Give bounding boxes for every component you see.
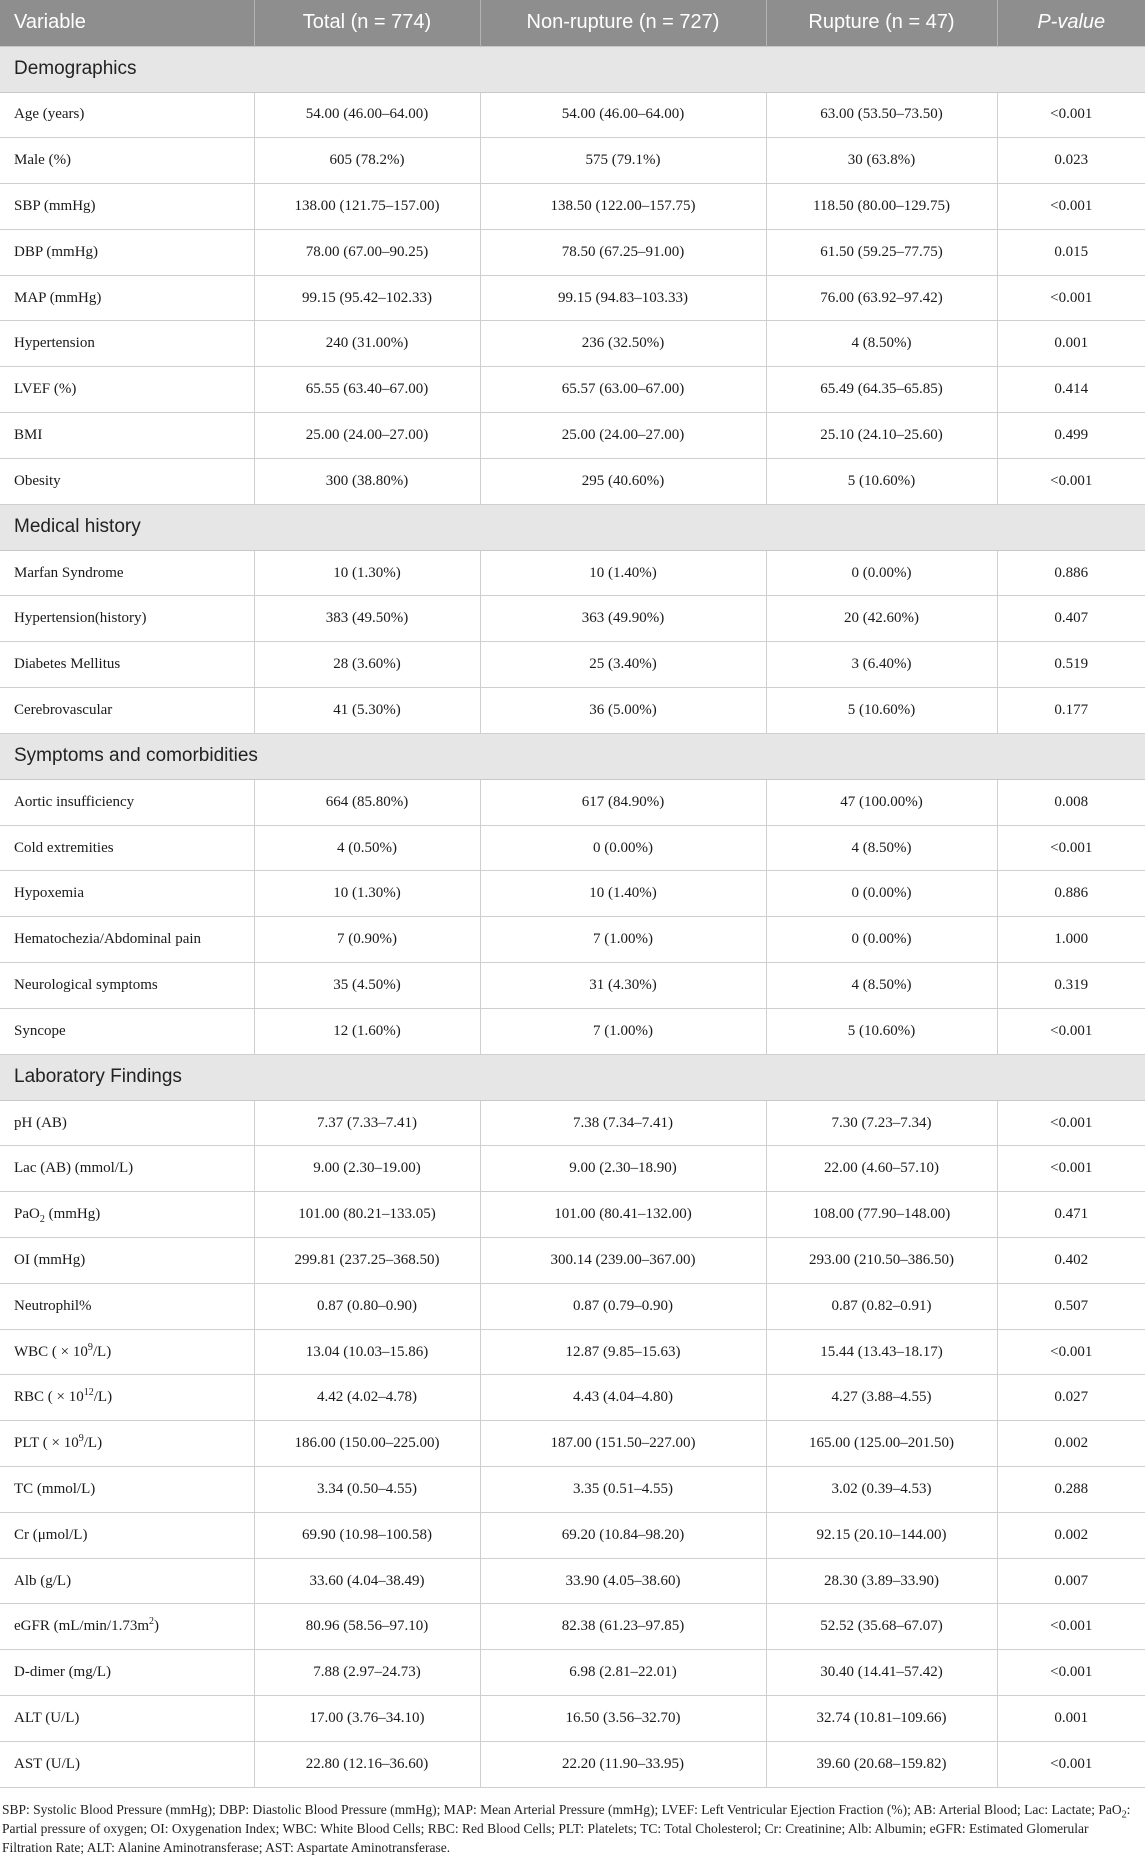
cell-non-rupture: 3.35 (0.51–4.55) bbox=[480, 1467, 766, 1513]
cell-p-value: 0.886 bbox=[997, 550, 1145, 596]
row-label: Obesity bbox=[0, 458, 254, 504]
table-row bbox=[0, 550, 1145, 596]
cell-rupture: 3 (6.40%) bbox=[766, 642, 997, 688]
cell-rupture: 22.00 (4.60–57.10) bbox=[766, 1146, 997, 1192]
cell-total: 3.34 (0.50–4.55) bbox=[254, 1467, 480, 1513]
footnote-part1: SBP: Systolic Blood Pressure (mmHg); DBP: Diastolic Blood Pressure (mmHg); MAP: Mean Arterial Pressure (mmHg); LVEF: Left Ventricular Ejection Fraction (%); AB: Arterial Blood; Lac: Lactate; PaO bbox=[2, 1801, 1122, 1817]
cell-non-rupture: 300.14 (239.00–367.00) bbox=[480, 1238, 766, 1284]
cell-p-value: <0.001 bbox=[997, 92, 1145, 138]
section-title: Laboratory Findings bbox=[0, 1054, 1145, 1100]
row-label bbox=[0, 1375, 254, 1421]
row-label: MAP (mmHg) bbox=[0, 275, 254, 321]
row-label-superscript: 2 bbox=[149, 1616, 154, 1628]
section-row bbox=[0, 733, 1145, 779]
cell-rupture: 63.00 (53.50–73.50) bbox=[766, 92, 997, 138]
cell-p-value: <0.001 bbox=[997, 1146, 1145, 1192]
cell-total: 33.60 (4.04–38.49) bbox=[254, 1558, 480, 1604]
cell-non-rupture: 22.20 (11.90–33.95) bbox=[480, 1741, 766, 1787]
cell-p-value: 0.407 bbox=[997, 596, 1145, 642]
cell-non-rupture: 36 (5.00%) bbox=[480, 688, 766, 734]
header-row bbox=[0, 0, 1145, 46]
section-title: Medical history bbox=[0, 504, 1145, 550]
cell-non-rupture: 10 (1.40%) bbox=[480, 871, 766, 917]
footnote-part2: : Partial pressure of oxygen; OI: Oxygenation Index; WBC: White Blood Cells; RBC: Red Blood Cells; PLT: Platelets; TC: Total Cholesterol; Cr: Creatinine; Alb: Albumin; eGFR: Estimated Glomerular Filtration Rate; ALT: Alanine Aminotransferase; AST: Aspartate Aminotransferase. bbox=[2, 1801, 1131, 1855]
table-row bbox=[0, 1100, 1145, 1146]
cell-p-value: 0.008 bbox=[997, 779, 1145, 825]
cell-p-value: 0.499 bbox=[997, 413, 1145, 459]
row-label: LVEF (%) bbox=[0, 367, 254, 413]
cell-total: 69.90 (10.98–100.58) bbox=[254, 1512, 480, 1558]
table-body bbox=[0, 46, 1145, 1787]
row-label-unit: (mmHg) bbox=[44, 1206, 101, 1223]
cell-non-rupture: 82.38 (61.23–97.85) bbox=[480, 1604, 766, 1650]
table-row bbox=[0, 229, 1145, 275]
cell-rupture: 52.52 (35.68–67.07) bbox=[766, 1604, 997, 1650]
row-label: Syncope bbox=[0, 1008, 254, 1054]
table-row bbox=[0, 917, 1145, 963]
row-label: Diabetes Mellitus bbox=[0, 642, 254, 688]
table-row bbox=[0, 184, 1145, 230]
section-title: Demographics bbox=[0, 46, 1145, 92]
cell-p-value: <0.001 bbox=[997, 184, 1145, 230]
cell-p-value: <0.001 bbox=[997, 275, 1145, 321]
cell-rupture: 25.10 (24.10–25.60) bbox=[766, 413, 997, 459]
footnote-sub: 2 bbox=[1121, 1809, 1127, 1821]
cell-rupture: 7.30 (7.23–7.34) bbox=[766, 1100, 997, 1146]
cell-non-rupture: 187.00 (151.50–227.00) bbox=[480, 1421, 766, 1467]
row-label: Cerebrovascular bbox=[0, 688, 254, 734]
cell-rupture: 0 (0.00%) bbox=[766, 550, 997, 596]
cell-total: 78.00 (67.00–90.25) bbox=[254, 229, 480, 275]
row-label: Marfan Syndrome bbox=[0, 550, 254, 596]
cell-rupture: 3.02 (0.39–4.53) bbox=[766, 1467, 997, 1513]
row-label bbox=[0, 1329, 254, 1375]
cell-non-rupture: 78.50 (67.25–91.00) bbox=[480, 229, 766, 275]
cell-rupture: 28.30 (3.89–33.90) bbox=[766, 1558, 997, 1604]
cell-rupture: 92.15 (20.10–144.00) bbox=[766, 1512, 997, 1558]
cell-rupture: 15.44 (13.43–18.17) bbox=[766, 1329, 997, 1375]
cell-rupture: 76.00 (63.92–97.42) bbox=[766, 275, 997, 321]
cell-rupture: 20 (42.60%) bbox=[766, 596, 997, 642]
row-label-unit: ) bbox=[154, 1618, 159, 1635]
row-label: Lac (AB) (mmol/L) bbox=[0, 1146, 254, 1192]
table-row bbox=[0, 1008, 1145, 1054]
table-row bbox=[0, 1375, 1145, 1421]
table-row bbox=[0, 596, 1145, 642]
cell-rupture: 293.00 (210.50–386.50) bbox=[766, 1238, 997, 1284]
cell-total: 138.00 (121.75–157.00) bbox=[254, 184, 480, 230]
cell-non-rupture: 54.00 (46.00–64.00) bbox=[480, 92, 766, 138]
cell-p-value: <0.001 bbox=[997, 1604, 1145, 1650]
cell-non-rupture: 0 (0.00%) bbox=[480, 825, 766, 871]
cell-p-value: <0.001 bbox=[997, 458, 1145, 504]
cell-non-rupture: 12.87 (9.85–15.63) bbox=[480, 1329, 766, 1375]
row-label: Cr (μmol/L) bbox=[0, 1512, 254, 1558]
cell-p-value: 0.001 bbox=[997, 1696, 1145, 1742]
row-label: D-dimer (mg/L) bbox=[0, 1650, 254, 1696]
cell-p-value: 0.288 bbox=[997, 1467, 1145, 1513]
row-label: Neurological symptoms bbox=[0, 963, 254, 1009]
section-row bbox=[0, 504, 1145, 550]
cell-non-rupture: 99.15 (94.83–103.33) bbox=[480, 275, 766, 321]
cell-total: 13.04 (10.03–15.86) bbox=[254, 1329, 480, 1375]
header-variable: Variable bbox=[0, 0, 254, 46]
cell-p-value: 0.886 bbox=[997, 871, 1145, 917]
cell-non-rupture: 101.00 (80.41–132.00) bbox=[480, 1192, 766, 1238]
cell-non-rupture: 7.38 (7.34–7.41) bbox=[480, 1100, 766, 1146]
cell-p-value: <0.001 bbox=[997, 1100, 1145, 1146]
row-label-text: PLT ( × 10 bbox=[14, 1435, 79, 1452]
cell-non-rupture: 363 (49.90%) bbox=[480, 596, 766, 642]
cell-p-value: <0.001 bbox=[997, 1741, 1145, 1787]
row-label-subscript: 2 bbox=[39, 1214, 45, 1226]
table-row bbox=[0, 825, 1145, 871]
cell-total: 28 (3.60%) bbox=[254, 642, 480, 688]
cell-non-rupture: 25 (3.40%) bbox=[480, 642, 766, 688]
row-label bbox=[0, 1192, 254, 1238]
cell-non-rupture: 33.90 (4.05–38.60) bbox=[480, 1558, 766, 1604]
cell-total: 101.00 (80.21–133.05) bbox=[254, 1192, 480, 1238]
table-row bbox=[0, 1146, 1145, 1192]
row-label-superscript: 9 bbox=[87, 1341, 93, 1353]
cell-rupture: 4 (8.50%) bbox=[766, 321, 997, 367]
row-label bbox=[0, 1604, 254, 1650]
cell-p-value: <0.001 bbox=[997, 1650, 1145, 1696]
row-label-text: eGFR (mL/min/1.73m bbox=[14, 1618, 149, 1635]
row-label: DBP (mmHg) bbox=[0, 229, 254, 275]
row-label: Alb (g/L) bbox=[0, 1558, 254, 1604]
cell-total: 65.55 (63.40–67.00) bbox=[254, 367, 480, 413]
cell-total: 186.00 (150.00–225.00) bbox=[254, 1421, 480, 1467]
cell-non-rupture: 295 (40.60%) bbox=[480, 458, 766, 504]
cell-non-rupture: 236 (32.50%) bbox=[480, 321, 766, 367]
row-label: Hypoxemia bbox=[0, 871, 254, 917]
table-row bbox=[0, 367, 1145, 413]
cell-total: 25.00 (24.00–27.00) bbox=[254, 413, 480, 459]
cell-total: 7.37 (7.33–7.41) bbox=[254, 1100, 480, 1146]
table-row bbox=[0, 1283, 1145, 1329]
cell-p-value: 0.015 bbox=[997, 229, 1145, 275]
row-label: Hematochezia/Abdominal pain bbox=[0, 917, 254, 963]
cell-total: 7.88 (2.97–24.73) bbox=[254, 1650, 480, 1696]
row-label: AST (U/L) bbox=[0, 1741, 254, 1787]
cell-non-rupture: 0.87 (0.79–0.90) bbox=[480, 1283, 766, 1329]
cell-total: 300 (38.80%) bbox=[254, 458, 480, 504]
header-non-rupture: Non-rupture (n = 727) bbox=[480, 0, 766, 46]
cell-total: 10 (1.30%) bbox=[254, 871, 480, 917]
cell-rupture: 61.50 (59.25–77.75) bbox=[766, 229, 997, 275]
cell-non-rupture: 4.43 (4.04–4.80) bbox=[480, 1375, 766, 1421]
cell-rupture: 30 (63.8%) bbox=[766, 138, 997, 184]
cell-rupture: 47 (100.00%) bbox=[766, 779, 997, 825]
row-label: pH (AB) bbox=[0, 1100, 254, 1146]
row-label bbox=[0, 1421, 254, 1467]
cell-rupture: 5 (10.60%) bbox=[766, 688, 997, 734]
table-row bbox=[0, 1650, 1145, 1696]
cell-non-rupture: 6.98 (2.81–22.01) bbox=[480, 1650, 766, 1696]
table-row bbox=[0, 1329, 1145, 1375]
cell-total: 17.00 (3.76–34.10) bbox=[254, 1696, 480, 1742]
cell-total: 605 (78.2%) bbox=[254, 138, 480, 184]
row-label-superscript: 12 bbox=[83, 1387, 94, 1399]
cell-total: 80.96 (58.56–97.10) bbox=[254, 1604, 480, 1650]
cell-total: 22.80 (12.16–36.60) bbox=[254, 1741, 480, 1787]
table-row bbox=[0, 138, 1145, 184]
cell-non-rupture: 10 (1.40%) bbox=[480, 550, 766, 596]
row-label-text: WBC ( × 10 bbox=[14, 1343, 88, 1360]
table-row bbox=[0, 1467, 1145, 1513]
table-row bbox=[0, 1604, 1145, 1650]
row-label: OI (mmHg) bbox=[0, 1238, 254, 1284]
row-label: SBP (mmHg) bbox=[0, 184, 254, 230]
row-label: Hypertension(history) bbox=[0, 596, 254, 642]
table-row bbox=[0, 1741, 1145, 1787]
row-label-text: PaO bbox=[14, 1206, 40, 1223]
cell-non-rupture: 7 (1.00%) bbox=[480, 1008, 766, 1054]
row-label-superscript: 9 bbox=[78, 1433, 84, 1445]
cell-non-rupture: 16.50 (3.56–32.70) bbox=[480, 1696, 766, 1742]
table-row bbox=[0, 92, 1145, 138]
table-row bbox=[0, 871, 1145, 917]
cell-p-value: 0.319 bbox=[997, 963, 1145, 1009]
header-rupture: Rupture (n = 47) bbox=[766, 0, 997, 46]
cell-rupture: 118.50 (80.00–129.75) bbox=[766, 184, 997, 230]
cell-total: 664 (85.80%) bbox=[254, 779, 480, 825]
row-label-unit: /L) bbox=[83, 1435, 103, 1452]
section-row bbox=[0, 46, 1145, 92]
cell-rupture: 4 (8.50%) bbox=[766, 963, 997, 1009]
cell-total: 4 (0.50%) bbox=[254, 825, 480, 871]
header-total: Total (n = 774) bbox=[254, 0, 480, 46]
cell-rupture: 4.27 (3.88–4.55) bbox=[766, 1375, 997, 1421]
cell-p-value: 0.507 bbox=[997, 1283, 1145, 1329]
cell-rupture: 108.00 (77.90–148.00) bbox=[766, 1192, 997, 1238]
row-label: Male (%) bbox=[0, 138, 254, 184]
table-row bbox=[0, 321, 1145, 367]
row-label: TC (mmol/L) bbox=[0, 1467, 254, 1513]
row-label: ALT (U/L) bbox=[0, 1696, 254, 1742]
table-row bbox=[0, 963, 1145, 1009]
row-label: Neutrophil% bbox=[0, 1283, 254, 1329]
cell-total: 299.81 (237.25–368.50) bbox=[254, 1238, 480, 1284]
table-row bbox=[0, 458, 1145, 504]
section-title: Symptoms and comorbidities bbox=[0, 733, 1145, 779]
table-row bbox=[0, 1421, 1145, 1467]
cell-rupture: 5 (10.60%) bbox=[766, 1008, 997, 1054]
cell-non-rupture: 65.57 (63.00–67.00) bbox=[480, 367, 766, 413]
cell-total: 240 (31.00%) bbox=[254, 321, 480, 367]
table-row bbox=[0, 413, 1145, 459]
cell-p-value: 0.471 bbox=[997, 1192, 1145, 1238]
row-label: Aortic insufficiency bbox=[0, 779, 254, 825]
cell-non-rupture: 138.50 (122.00–157.75) bbox=[480, 184, 766, 230]
cell-p-value: 0.007 bbox=[997, 1558, 1145, 1604]
cell-total: 9.00 (2.30–19.00) bbox=[254, 1146, 480, 1192]
cell-p-value: 0.414 bbox=[997, 367, 1145, 413]
row-label: Hypertension bbox=[0, 321, 254, 367]
cell-non-rupture: 31 (4.30%) bbox=[480, 963, 766, 1009]
cell-rupture: 65.49 (64.35–65.85) bbox=[766, 367, 997, 413]
cell-non-rupture: 25.00 (24.00–27.00) bbox=[480, 413, 766, 459]
cell-rupture: 165.00 (125.00–201.50) bbox=[766, 1421, 997, 1467]
cell-p-value: 0.002 bbox=[997, 1512, 1145, 1558]
table-row bbox=[0, 642, 1145, 688]
table-row bbox=[0, 1238, 1145, 1284]
table-row bbox=[0, 688, 1145, 734]
cell-non-rupture: 575 (79.1%) bbox=[480, 138, 766, 184]
table-row bbox=[0, 1192, 1145, 1238]
cell-non-rupture: 7 (1.00%) bbox=[480, 917, 766, 963]
row-label-text: RBC ( × 10 bbox=[14, 1389, 84, 1406]
cell-p-value: 0.177 bbox=[997, 688, 1145, 734]
cell-total: 35 (4.50%) bbox=[254, 963, 480, 1009]
cell-total: 0.87 (0.80–0.90) bbox=[254, 1283, 480, 1329]
cell-total: 41 (5.30%) bbox=[254, 688, 480, 734]
cell-total: 54.00 (46.00–64.00) bbox=[254, 92, 480, 138]
cell-rupture: 0 (0.00%) bbox=[766, 871, 997, 917]
header-p-value bbox=[997, 0, 1145, 46]
cell-p-value: 0.027 bbox=[997, 1375, 1145, 1421]
cell-p-value: 0.023 bbox=[997, 138, 1145, 184]
cell-p-value: <0.001 bbox=[997, 1329, 1145, 1375]
row-label: Age (years) bbox=[0, 92, 254, 138]
cell-rupture: 39.60 (20.68–159.82) bbox=[766, 1741, 997, 1787]
cell-total: 7 (0.90%) bbox=[254, 917, 480, 963]
table-footnote bbox=[0, 1788, 1145, 1857]
table-row bbox=[0, 779, 1145, 825]
cell-non-rupture: 9.00 (2.30–18.90) bbox=[480, 1146, 766, 1192]
cell-total: 99.15 (95.42–102.33) bbox=[254, 275, 480, 321]
table-row bbox=[0, 1696, 1145, 1742]
cell-p-value: <0.001 bbox=[997, 1008, 1145, 1054]
row-label-unit: /L) bbox=[93, 1389, 113, 1406]
cell-rupture: 0 (0.00%) bbox=[766, 917, 997, 963]
row-label: Cold extremities bbox=[0, 825, 254, 871]
cell-rupture: 32.74 (10.81–109.66) bbox=[766, 1696, 997, 1742]
cell-p-value: <0.001 bbox=[997, 825, 1145, 871]
cell-rupture: 30.40 (14.41–57.42) bbox=[766, 1650, 997, 1696]
cell-p-value: 0.001 bbox=[997, 321, 1145, 367]
cell-rupture: 4 (8.50%) bbox=[766, 825, 997, 871]
cell-total: 4.42 (4.02–4.78) bbox=[254, 1375, 480, 1421]
cell-p-value: 0.402 bbox=[997, 1238, 1145, 1284]
cell-p-value: 1.000 bbox=[997, 917, 1145, 963]
cell-total: 10 (1.30%) bbox=[254, 550, 480, 596]
section-row bbox=[0, 1054, 1145, 1100]
row-label: BMI bbox=[0, 413, 254, 459]
table-row bbox=[0, 1512, 1145, 1558]
header-p-value-label: P-value bbox=[1037, 11, 1106, 34]
cell-total: 383 (49.50%) bbox=[254, 596, 480, 642]
cell-rupture: 0.87 (0.82–0.91) bbox=[766, 1283, 997, 1329]
table-row bbox=[0, 275, 1145, 321]
cell-non-rupture: 69.20 (10.84–98.20) bbox=[480, 1512, 766, 1558]
row-label-unit: /L) bbox=[92, 1343, 112, 1360]
table-row bbox=[0, 1558, 1145, 1604]
cell-non-rupture: 617 (84.90%) bbox=[480, 779, 766, 825]
cell-rupture: 5 (10.60%) bbox=[766, 458, 997, 504]
cell-total: 12 (1.60%) bbox=[254, 1008, 480, 1054]
cell-p-value: 0.519 bbox=[997, 642, 1145, 688]
cell-p-value: 0.002 bbox=[997, 1421, 1145, 1467]
